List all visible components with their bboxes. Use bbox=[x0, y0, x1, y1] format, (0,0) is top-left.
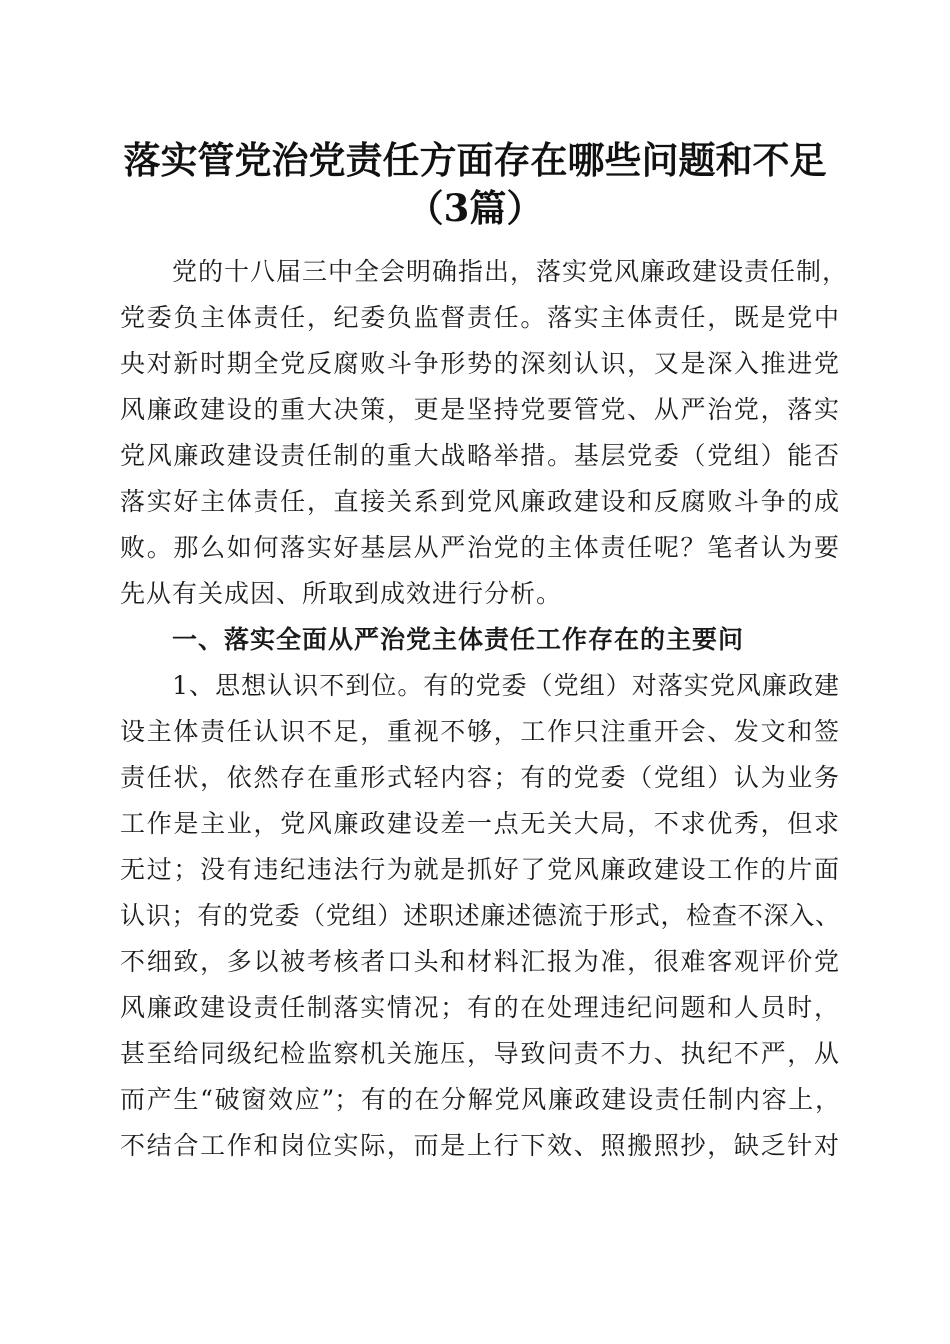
paragraph-line: 风廉政建设的重大决策，更是坚持党要管党、从严治党，落实 bbox=[120, 395, 840, 424]
paragraph-line: 不结合工作和岗位实际，而是上行下效、照搬照抄，缺乏针对 bbox=[120, 1131, 840, 1160]
document-body bbox=[120, 249, 849, 1169]
paragraph-line: 不细致，多以被考核者口头和材料汇报为准，很难客观评价党 bbox=[120, 947, 840, 976]
paragraph-line: 风廉政建设责任制落实情况；有的在处理违纪问题和人员时， bbox=[120, 993, 840, 1022]
paragraph-line: 央对新时期全党反腐败斗争形势的深刻认识，又是深入推进党 bbox=[120, 349, 840, 378]
document-title: 落实管党治党责任方面存在哪些问题和不足 bbox=[123, 138, 827, 182]
paragraph-line: 无过；没有违纪违法行为就是抓好了党风廉政建设工作的片面 bbox=[120, 855, 840, 884]
paragraph-line: 而产生“破窗效应”；有的在分解党风廉政建设责任制内容上， bbox=[120, 1085, 840, 1114]
section-heading: 一、落实全面从严治党主体责任工作存在的主要问 bbox=[120, 625, 745, 654]
paragraph-line: 败。那么如何落实好基层从严治党的主体责任呢？笔者认为要 bbox=[120, 533, 840, 562]
paragraph-line: 党风廉政建设责任制的重大战略举措。基层党委（党组）能否 bbox=[120, 441, 840, 470]
paragraph-line: 落实好主体责任，直接关系到党风廉政建设和反腐败斗争的成 bbox=[120, 487, 840, 516]
paragraph-line: 责任状，依然存在重形式轻内容；有的党委（党组）认为业务 bbox=[120, 763, 840, 792]
paragraph-line: 先从有关成因、所取到成效进行分析。 bbox=[120, 579, 563, 608]
paragraph-line: 党的十八届三中全会明确指出，落实党风廉政建设责任制， bbox=[120, 257, 849, 286]
paragraph-line: 甚至给同级纪检监察机关施压，导致问责不力、执纪不严，从 bbox=[120, 1039, 840, 1068]
document-title-count: （3篇） bbox=[406, 186, 544, 230]
paragraph-line: 设主体责任认识不足，重视不够，工作只注重开会、发文和签 bbox=[120, 717, 840, 746]
paragraph-line: 认识；有的党委（党组）述职述廉述德流于形式，检查不深入、 bbox=[120, 901, 840, 930]
paragraph-line: 1、思想认识不到位。有的党委（党组）对落实党风廉政建 bbox=[120, 671, 840, 700]
paragraph-line: 工作是主业，党风廉政建设差一点无关大局，不求优秀，但求 bbox=[120, 809, 840, 838]
paragraph-line: 党委负主体责任，纪委负监督责任。落实主体责任，既是党中 bbox=[120, 303, 840, 332]
